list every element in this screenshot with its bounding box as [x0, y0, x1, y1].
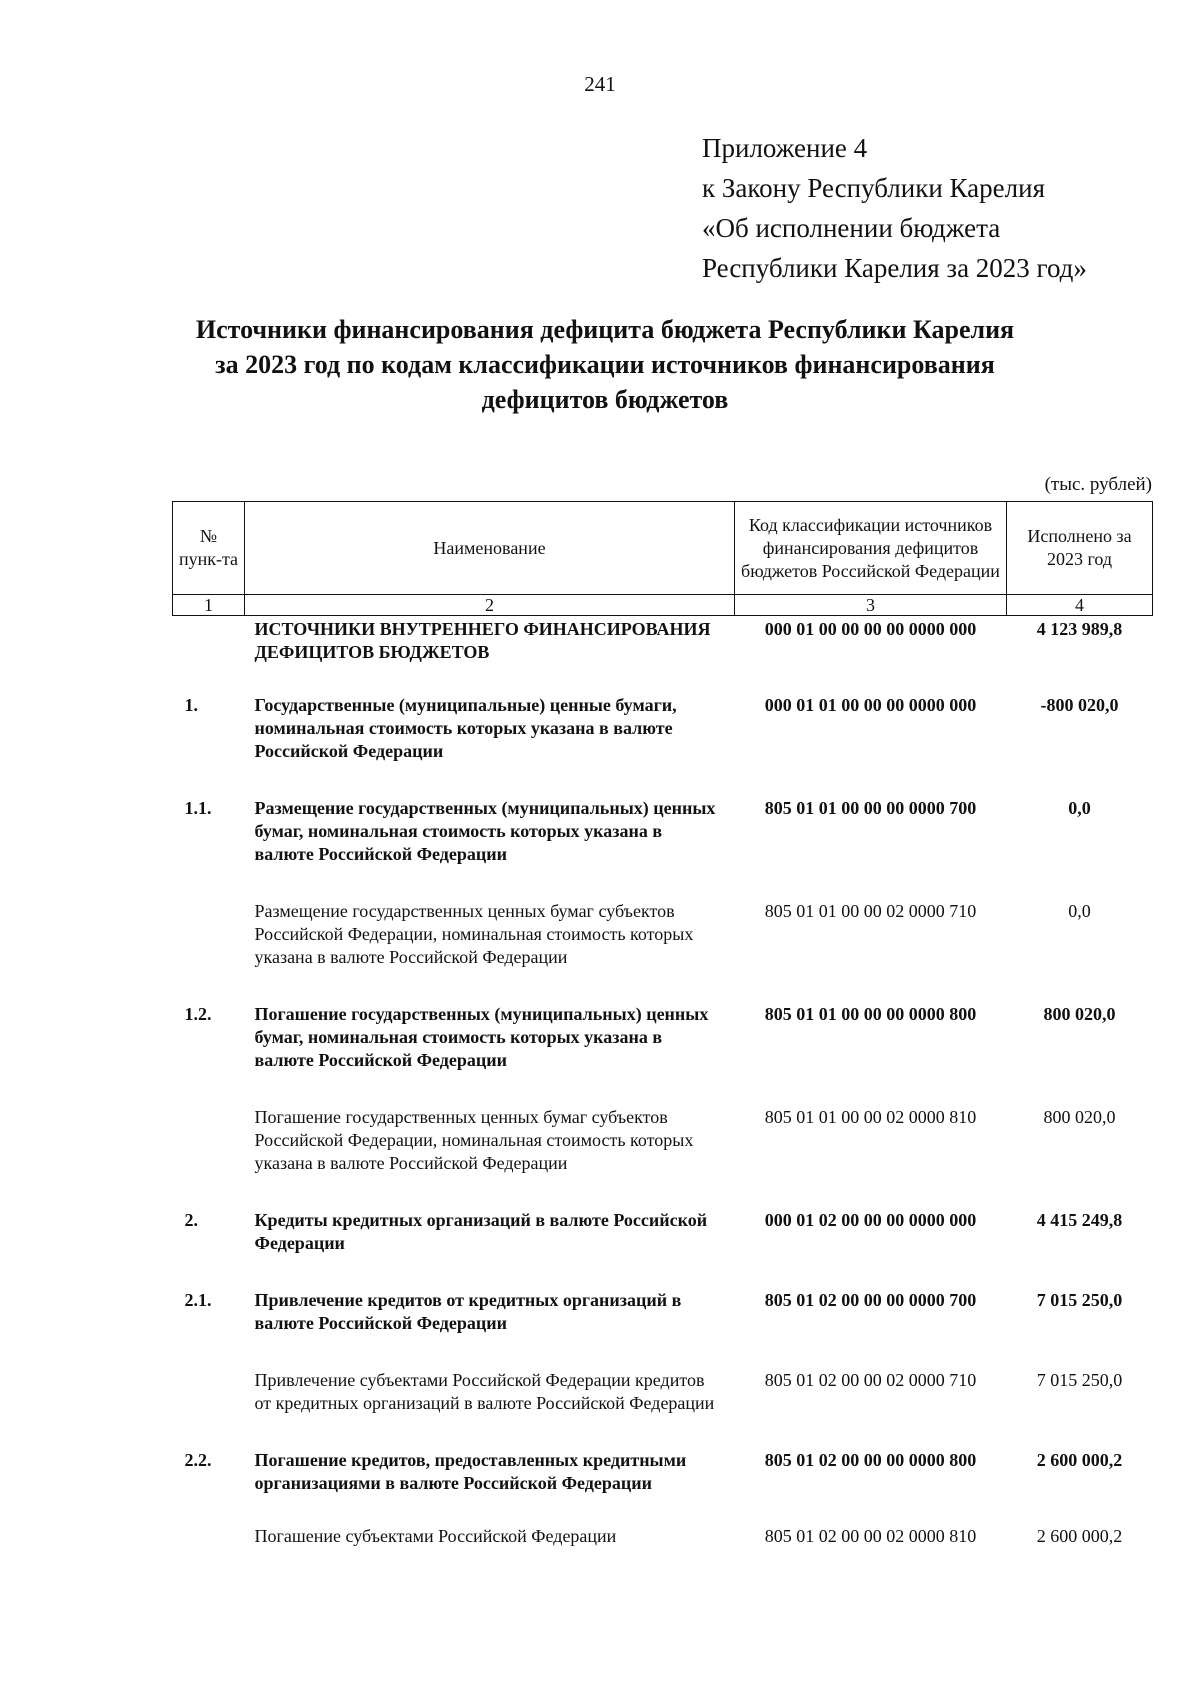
row-code: 805 01 02 00 00 00 0000 800	[764, 1450, 977, 1470]
row-num: 2.1.	[184, 1290, 212, 1310]
row-code: 000 01 02 00 00 00 0000 000	[764, 1210, 977, 1230]
row-num	[173, 1523, 245, 1580]
table-row	[173, 692, 1153, 795]
row-value: 800 020,0	[1043, 1107, 1116, 1127]
row-value: 4 123 989,8	[1036, 619, 1123, 639]
row-code: 805 01 02 00 00 00 0000 700	[764, 1290, 977, 1310]
title-line: за 2023 год по кодам классификации источников финансирования	[215, 350, 995, 379]
table-row	[173, 1287, 1153, 1367]
row-value: 2 600 000,2	[1036, 1450, 1123, 1470]
row-name: Размещение государственных (муниципальных) ценных бумаг, номинальная стоимость которых указана в валюте Российской Федерации	[254, 798, 716, 864]
row-num	[173, 1104, 245, 1207]
row-value: 0,0	[1068, 901, 1091, 921]
row-num	[173, 616, 245, 693]
table-row	[173, 1447, 1153, 1523]
title-line: Источники финансирования дефицита бюджета Республики Карелия	[195, 315, 1015, 344]
table-row	[173, 1207, 1153, 1287]
column-number: 3	[735, 595, 1007, 616]
row-code: 805 01 01 00 00 00 0000 700	[764, 798, 977, 818]
row-code: 000 01 00 00 00 00 0000 000	[764, 619, 977, 639]
page-number: 241	[584, 72, 616, 96]
table-row	[173, 795, 1153, 898]
row-code: 805 01 01 00 00 02 0000 710	[764, 901, 977, 921]
row-num	[173, 898, 245, 1001]
row-name: Размещение государственных ценных бумаг субъектов Российской Федерации, номинальная стоимость которых указана в валюте Российской Федерации	[254, 901, 694, 967]
table-row	[173, 898, 1153, 1001]
row-num: 1.2.	[184, 1004, 212, 1024]
row-name: Привлечение кредитов от кредитных организаций в валюте Российской Федерации	[254, 1290, 682, 1333]
row-num: 1.	[184, 695, 198, 715]
row-name: Погашение государственных (муниципальных) ценных бумаг, номинальная стоимость которых указана в валюте Российской Федерации	[254, 1004, 709, 1070]
row-num	[173, 1367, 245, 1447]
table-row	[173, 616, 1153, 693]
row-name: ИСТОЧНИКИ ВНУТРЕННЕГО ФИНАНСИРОВАНИЯ ДЕФИЦИТОВ БЮДЖЕТОВ	[254, 619, 711, 662]
column-number-row	[173, 595, 1153, 616]
table-row	[173, 1001, 1153, 1104]
title-line: дефицитов бюджетов	[481, 385, 729, 414]
row-value: 0,0	[1068, 798, 1091, 818]
row-name: Погашение государственных ценных бумаг субъектов Российской Федерации, номинальная стоимость которых указана в валюте Российской Федерации	[254, 1107, 694, 1173]
row-value: -800 020,0	[1040, 695, 1119, 715]
table-row	[173, 1523, 1153, 1580]
header-row	[173, 502, 1153, 595]
row-name: Государственные (муниципальные) ценные бумаги, номинальная стоимость которых указана в валюте Российской Федерации	[254, 695, 677, 761]
header-num: № пунк-та	[173, 502, 245, 595]
table-body	[173, 616, 1153, 1581]
row-name: Кредиты кредитных организаций в валюте Российской Федерации	[254, 1210, 708, 1253]
appendix-line: Республики Карелия за 2023 год»	[702, 253, 1087, 283]
row-code: 000 01 01 00 00 00 0000 000	[764, 695, 977, 715]
header-name: Наименование	[245, 502, 735, 595]
column-number: 4	[1007, 595, 1153, 616]
column-number: 1	[173, 595, 245, 616]
header-value: Исполнено за 2023 год	[1007, 502, 1153, 595]
row-code: 805 01 02 00 00 02 0000 810	[764, 1526, 977, 1546]
row-code: 805 01 01 00 00 02 0000 810	[764, 1107, 977, 1127]
row-code: 805 01 02 00 00 02 0000 710	[764, 1370, 977, 1390]
units-label: (тыс. рублей)	[1044, 474, 1152, 495]
appendix-line: Приложение 4	[702, 133, 868, 163]
row-name: Привлечение субъектами Российской Федерации кредитов от кредитных организаций в валюте Российской Федерации	[254, 1370, 715, 1413]
row-value: 7 015 250,0	[1036, 1370, 1123, 1390]
financing-sources-table	[172, 501, 1153, 1580]
row-value: 2 600 000,2	[1036, 1526, 1123, 1546]
row-value: 800 020,0	[1043, 1004, 1116, 1024]
row-value: 7 015 250,0	[1036, 1290, 1123, 1310]
column-number: 2	[245, 595, 735, 616]
table-header	[173, 502, 1153, 616]
row-num: 1.1.	[184, 798, 212, 818]
row-num: 2.	[184, 1210, 198, 1230]
row-num: 2.2.	[184, 1450, 212, 1470]
appendix-note	[702, 128, 1087, 288]
row-code: 805 01 01 00 00 00 0000 800	[764, 1004, 977, 1024]
header-code: Код классификации источников финансирования дефицитов бюджетов Российской Федерации	[735, 502, 1007, 595]
row-name: Погашение субъектами Российской Федерации	[254, 1526, 617, 1546]
row-name: Погашение кредитов, предоставленных кредитными организациями в валюте Российской Федерации	[254, 1450, 687, 1493]
appendix-line: к Закону Республики Карелия	[702, 173, 1045, 203]
document-title	[150, 312, 1060, 417]
table-row	[173, 1104, 1153, 1207]
row-value: 4 415 249,8	[1036, 1210, 1123, 1230]
appendix-line: «Об исполнении бюджета	[702, 213, 1001, 243]
table-row	[173, 1367, 1153, 1447]
